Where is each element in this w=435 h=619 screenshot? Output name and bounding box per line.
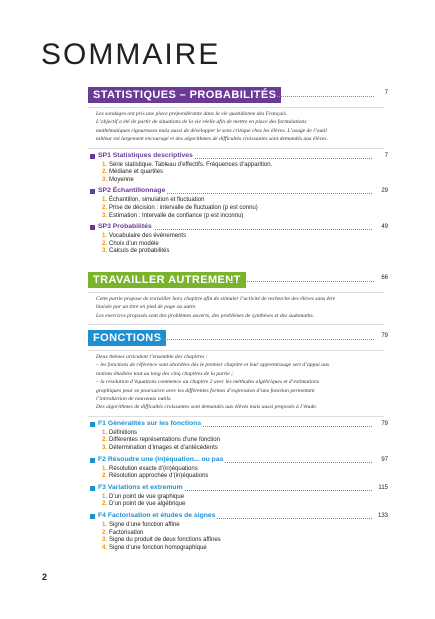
intro-line: Les sondages ont pris une place prépondérante dans la vie quotidienne des Français. [96, 111, 288, 117]
section-label: FONCTIONS [88, 330, 166, 346]
chapter-title: F4 Factorisation et études de signes [98, 512, 216, 519]
item-number: 3. [102, 248, 108, 255]
chapter-item [102, 233, 384, 241]
chapter-item [102, 530, 384, 538]
section-intro [88, 350, 384, 417]
bullet-square-icon [90, 514, 95, 519]
chapter-item [102, 537, 384, 545]
bullet-square-icon [90, 189, 95, 194]
item-number: 1. [102, 493, 108, 500]
item-label: Résolution exacte d’(in)équations [109, 465, 198, 472]
intro-line: Cette partie propose de travailler hors chapitre afin de stimuler l’activité de recherche des élèves sans être [96, 296, 336, 302]
chapter-item [102, 430, 384, 438]
leader-dots [230, 281, 374, 282]
item-number: 2. [102, 473, 108, 480]
section-label: TRAVAILLER AUTREMENT [88, 272, 246, 288]
item-number: 1. [102, 197, 108, 204]
chapter-entry[interactable] [88, 419, 388, 453]
bullet-square-icon [90, 486, 95, 491]
chapter-entry[interactable] [88, 483, 388, 509]
section-intro [88, 107, 384, 149]
intro-line: L’objectif a été de partir de situations de la vie réelle afin de mettre en place des formulations [96, 119, 307, 126]
chapter-item [102, 494, 384, 502]
item-label: Signe du produit de deux fonctions affines [109, 537, 221, 544]
item-number: 3. [102, 445, 108, 452]
leader-dots [154, 339, 374, 340]
chapter-item [102, 501, 384, 509]
item-label: Échantillon, simulation et fluctuation [109, 197, 205, 204]
bullet-square-icon [90, 422, 95, 427]
chapter-item [102, 437, 384, 445]
item-number: 3. [102, 176, 108, 183]
item-number: 2. [102, 529, 108, 536]
page-title: SOMMAIRE [41, 38, 221, 71]
item-label: Médiane et quartiles [109, 169, 164, 176]
item-number: 4. [102, 544, 108, 551]
intro-line: – la résolution d’équations commence au chapitre 2 avec les méthodes algébriques et d’estimations [96, 379, 320, 386]
chapter-entry[interactable] [88, 223, 388, 256]
item-label: D’un point de vue graphique [109, 493, 185, 500]
chapter-title: SP2 Échantillonnage [98, 187, 166, 195]
chapter-entry[interactable] [88, 512, 388, 552]
item-label: D’un point de vue algébrique [109, 501, 186, 508]
section-1 [88, 272, 388, 325]
chapter-item [102, 248, 384, 256]
item-label: Vocabulaire des événements [109, 233, 187, 240]
section-page-number: 79 [381, 333, 388, 339]
item-number: 2. [102, 169, 108, 176]
bullet-square-icon [90, 458, 95, 463]
item-label: Moyenne [109, 176, 134, 183]
section-page-number: 7 [384, 90, 388, 96]
chapter-item [102, 473, 384, 481]
item-number: 1. [102, 522, 108, 528]
section-page-number: 66 [381, 275, 388, 281]
intro-line: Des algorithmes de difficultés croissantes sont demandés aux élèves mais aussi proposés à l’étude. [96, 404, 318, 411]
intro-line: notions étudiées tout au long des cinq chapitres de la partie ; [96, 370, 233, 377]
chapter-title: F1 Généralités sur les fonctions [98, 419, 202, 427]
bullet-square-icon [90, 225, 95, 230]
chapter-page-number: 29 [381, 188, 388, 195]
chapter-title: SP1 Statistiques descriptives [98, 151, 193, 159]
item-number: 3. [102, 212, 108, 219]
intro-line: Deux thèmes articulent l’ensemble des chapitres : [96, 354, 208, 360]
chapter-page-number: 97 [381, 456, 388, 463]
chapter-item [102, 545, 384, 553]
item-label: Détermination d’images et d’antécédents [109, 445, 218, 452]
intro-line: Les exercices proposés sont des problèmes ouverts, des problèmes de synthèses et des sudomaths. [96, 312, 315, 319]
chapter-item [102, 241, 384, 249]
chapter-item [102, 169, 384, 177]
chapter-title: SP3 Probabilités [98, 223, 152, 231]
item-number: 1. [102, 161, 108, 168]
chapter-page-number: 133 [377, 513, 388, 519]
item-number: 1. [102, 233, 108, 240]
item-number: 2. [102, 205, 108, 211]
chapter-item [102, 445, 384, 453]
bullet-square-icon [90, 154, 95, 159]
item-number: 3. [102, 537, 108, 544]
item-number: 2. [102, 501, 108, 508]
chapter-page-number: 7 [384, 152, 388, 159]
section-0 [88, 87, 388, 256]
section-2 [88, 330, 388, 552]
item-label: Définitions [109, 429, 138, 436]
item-number: 2. [102, 437, 108, 444]
intro-line: l’introduction de nouveaux outils. [96, 396, 172, 403]
chapter-item [102, 522, 384, 530]
intro-line: tableur est largement encouragé et des algorithmes de difficultés croissantes sont demandés aux élèves. [96, 136, 328, 143]
item-label: Factorisation [109, 529, 144, 536]
chapter-title: F3 Variations et extremum [98, 483, 183, 491]
intro-line: mathématiques rigoureuses mais aussi de développer le sens critique chez les élèves. L’usage de l’outil [96, 127, 327, 134]
page-number: 2 [42, 572, 48, 582]
chapter-entry[interactable] [88, 151, 388, 185]
chapter-title: F2 Résoudre une (in)équation... ou pas [98, 455, 224, 463]
item-label: Résolution approchée d’(in)équations [109, 473, 209, 480]
item-label: Différentes représentations d’une fonction [109, 437, 220, 444]
chapter-item [102, 205, 384, 213]
section-intro [88, 292, 384, 325]
intro-line: graphiques pour se poursuivre avec les différentes formes d’expression d’une fonction permettant [96, 387, 315, 394]
item-label: Choix d’un modèle [109, 240, 159, 247]
item-label: Prise de décision : intervalle de fluctuation (p est connu) [109, 205, 258, 211]
chapter-entry[interactable] [88, 187, 388, 220]
chapter-entry[interactable] [88, 455, 388, 481]
section-label: STATISTIQUES – PROBABILITÉS [88, 87, 281, 103]
section-header[interactable] [88, 87, 388, 103]
section-header[interactable] [88, 272, 388, 288]
chapter-page-number: 115 [378, 484, 388, 491]
chapter-item [102, 162, 384, 170]
item-number: 1. [102, 429, 108, 436]
item-number: 1. [102, 465, 108, 472]
chapter-item [102, 197, 384, 205]
intro-line: biaisée par un titre en pied de page ou autre. [96, 304, 197, 311]
chapter-item [102, 466, 384, 474]
item-label: Série statistique. Tableau d’effectifs. Fréquences d’apparition. [109, 161, 273, 168]
item-label: Signe d’une fonction homographique [109, 544, 207, 551]
chapter-item [102, 213, 384, 221]
leader-dots [255, 96, 374, 97]
chapter-page-number: 49 [381, 224, 388, 231]
intro-line: – les fonctions de référence sont abordées dès le premier chapitre et leur apprentissage sert d’appui aux [96, 362, 330, 369]
item-label: Estimation : Intervalle de confiance (p est inconnu) [109, 212, 244, 219]
chapter-item [102, 177, 384, 185]
item-label: Calculs de probabilités [109, 248, 170, 255]
item-number: 2. [102, 240, 108, 247]
chapter-page-number: 79 [381, 420, 388, 427]
section-header[interactable] [88, 330, 388, 346]
item-label: Signe d’une fonction affine [109, 522, 180, 528]
